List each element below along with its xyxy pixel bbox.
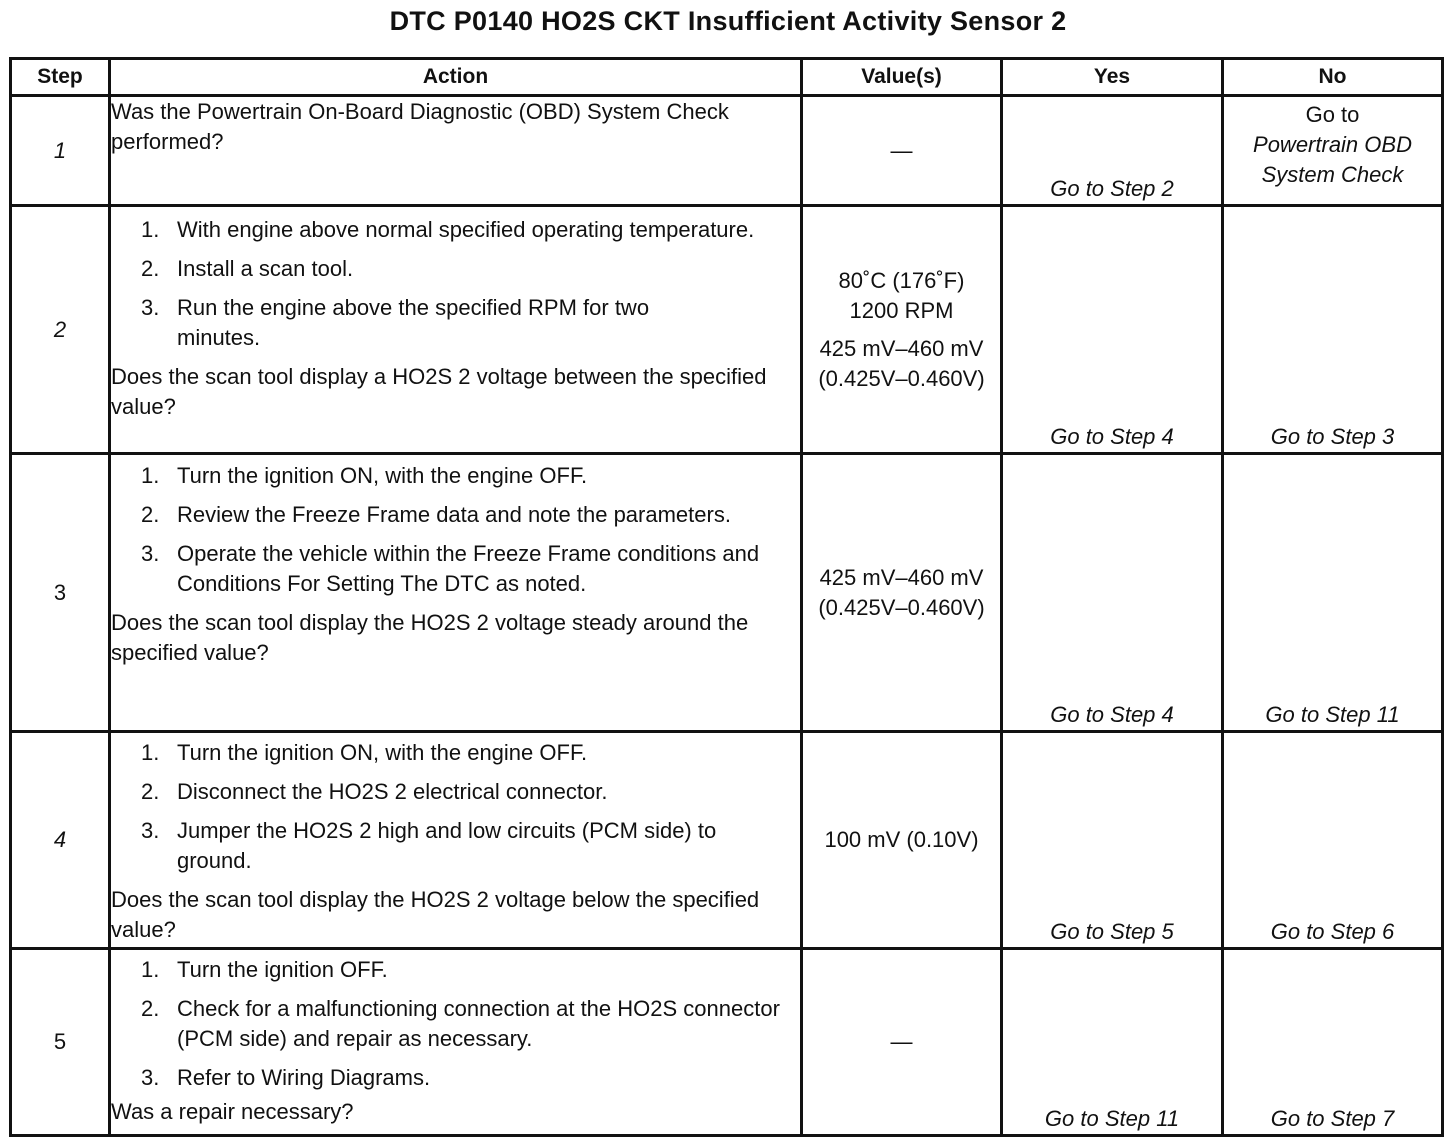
action-item: 3. Operate the vehicle within the Freeze Frame conditions and Conditions For Setting The DTC as noted. (141, 541, 760, 596)
step-number: 1 (11, 96, 110, 206)
action-question: Was a repair necessary? (111, 1099, 354, 1124)
step-number: 4 (11, 732, 110, 949)
action-cell (110, 454, 802, 732)
step-number: 5 (11, 949, 110, 1136)
action-item: 2. Review the Freeze Frame data and note the parameters. (141, 502, 731, 527)
action-item: 3. Jumper the HO2S 2 high and low circuits (PCM side) to ground. (141, 818, 717, 873)
header-no: No (1223, 59, 1443, 96)
table-row (11, 96, 1443, 206)
value-line: — (890, 1029, 913, 1054)
diagnostic-table (9, 57, 1444, 1137)
header-row (11, 59, 1443, 96)
table-row (11, 206, 1443, 454)
header-step: Step (11, 59, 110, 96)
yes-cell: Go to Step 2 (1002, 96, 1223, 206)
table-row (11, 732, 1443, 949)
no-cell (1223, 96, 1443, 206)
header-yes: Yes (1002, 59, 1223, 96)
header-action: Action (110, 59, 802, 96)
action-cell (110, 206, 802, 454)
action-list (111, 215, 800, 353)
header-values: Value(s) (802, 59, 1002, 96)
action-item: 2. Disconnect the HO2S 2 electrical connector. (141, 779, 608, 804)
action-item: 3. Refer to Wiring Diagrams. (141, 1065, 431, 1090)
action-item: 2. Check for a malfunctioning connection at the HO2S connector (PCM side) and repair as necessary. (141, 996, 780, 1051)
no-cell: Go to Step 6 (1223, 732, 1443, 949)
action-cell (110, 732, 802, 949)
action-question: Does the scan tool display the HO2S 2 voltage below the specified value? (111, 887, 760, 942)
value-line: (0.425V–0.460V) (818, 594, 985, 620)
no-cell: Go to Step 3 (1223, 206, 1443, 454)
action-list (111, 955, 800, 1093)
yes-cell: Go to Step 11 (1002, 949, 1223, 1136)
action-question: Does the scan tool display the HO2S 2 voltage steady around the specified value? (111, 610, 749, 665)
action-list (111, 738, 800, 876)
value-line: 425 mV–460 mV (819, 564, 984, 590)
table-row (11, 949, 1443, 1136)
action-item: 3. Run the engine above the specified RPM for two minutes. (141, 295, 650, 350)
yes-cell: Go to Step 4 (1002, 454, 1223, 732)
no-link: Powertrain OBD System Check (1253, 132, 1412, 187)
values-cell (802, 206, 1002, 454)
no-cell: Go to Step 7 (1223, 949, 1443, 1136)
action-item: 1. Turn the ignition ON, with the engine OFF. (141, 463, 588, 488)
yes-cell: Go to Step 5 (1002, 732, 1223, 949)
action-cell (110, 96, 802, 206)
action-cell (110, 949, 802, 1136)
values-cell (802, 454, 1002, 732)
value-line: 100 mV (0.10V) (824, 827, 979, 852)
step-number: 3 (11, 454, 110, 732)
action-item: 2. Install a scan tool. (141, 256, 354, 281)
value-line: (0.425V–0.460V) (818, 365, 985, 391)
page-title: DTC P0140 HO2S CKT Insufficient Activity Sensor 2 (389, 6, 1067, 36)
yes-cell: Go to Step 4 (1002, 206, 1223, 454)
values-cell (802, 96, 1002, 206)
value-line: — (890, 137, 913, 163)
values-cell (802, 949, 1002, 1136)
no-prefix: Go to (1305, 102, 1360, 127)
no-cell: Go to Step 11 (1223, 454, 1443, 732)
action-item: 1. With engine above normal specified operating temperature. (141, 217, 755, 242)
table-row (11, 454, 1443, 732)
values-cell (802, 732, 1002, 949)
action-list (111, 461, 800, 599)
value-line: 80˚C (176˚F) (838, 267, 965, 293)
action-question: Does the scan tool display a HO2S 2 voltage between the specified value? (111, 364, 767, 419)
value-line: 1200 RPM (849, 297, 954, 323)
step-number: 2 (11, 206, 110, 454)
action-item: 1. Turn the ignition ON, with the engine OFF. (141, 740, 588, 765)
action-item: 1. Turn the ignition OFF. (141, 957, 388, 982)
action-question: Was the Powertrain On-Board Diagnostic (OBD) System Check performed? (111, 99, 729, 154)
value-line: 425 mV–460 mV (819, 335, 984, 361)
